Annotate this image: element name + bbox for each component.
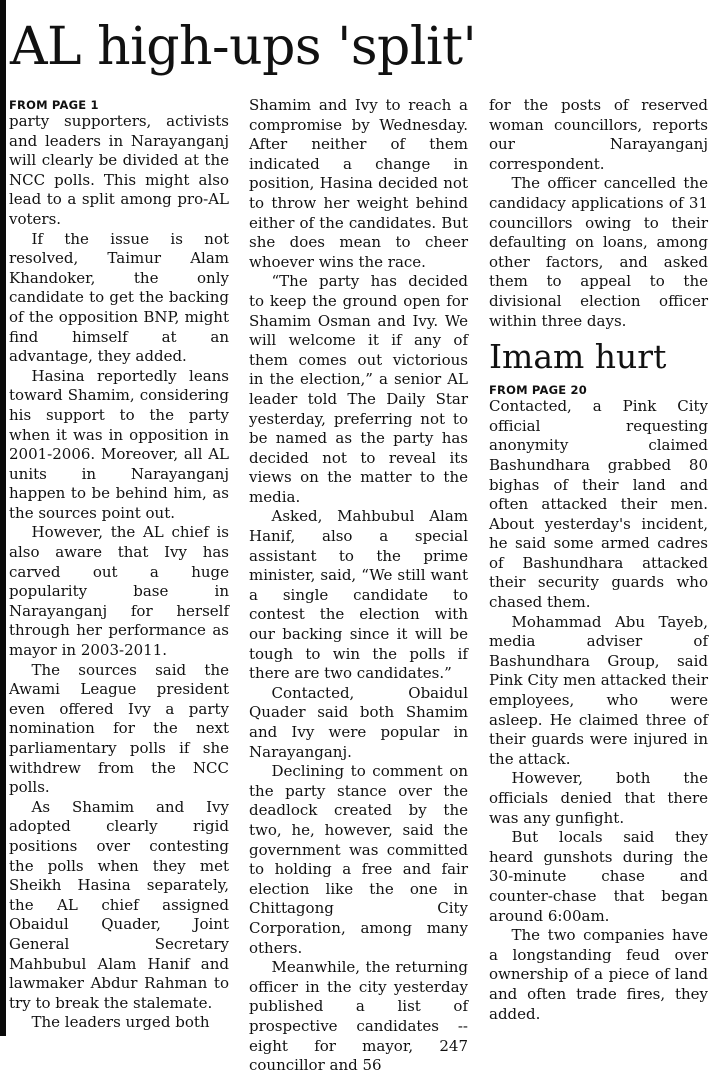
paragraph: But locals said they heard gunshots during the 30-minute chase and counter-chase that began around 6:00am.: [489, 828, 708, 925]
paragraph: The sources said the Awami League president even offered Ivy a party nomination for the next parliamentary polls if she withdrew from the NCC polls.: [9, 660, 229, 797]
paragraph: Contacted, Obaidul Quader said both Shamim and Ivy were popular in Narayanganj.: [249, 683, 468, 761]
paragraph: The officer cancelled the candidacy applications of 31 councillors owing to their defaulting on loans, among other factors, and asked them to appeal to the divisional election officer within three days.: [489, 174, 708, 330]
paragraph: However, the AL chief is also aware that Ivy has carved out a huge popularity base in Narayanganj for herself through her performance as mayor in 2003-2011.: [9, 523, 229, 660]
paragraph: However, both the officials denied that there was any gunfight.: [489, 769, 708, 827]
paragraph: Contacted, a Pink City official requesting anonymity claimed Bashundhara grabbed 80 bighas of their land and often attacked their men. About yesterday's incident, he said some armed cadres of Bashundhara attacked their security guards who chased them.: [489, 397, 708, 612]
paragraph: The two companies have a longstanding feud over ownership of a piece of land and often trade fires, they added.: [489, 926, 708, 1023]
kicker-from-page-20: FROM PAGE 20: [489, 383, 587, 398]
kicker-from-page-1: FROM PAGE 1: [9, 98, 99, 112]
article-column-2: [249, 96, 468, 1076]
paragraph: party supporters, activists and leaders in Narayanganj will clearly be divided at the NCC polls. This might also lead to a split among pro-AL voters.: [9, 112, 229, 228]
paragraph: If the issue is not resolved, Taimur Alam Khandoker, the only candidate to get the backing of the opposition BNP, might find himself at an advantage, they added.: [9, 229, 229, 366]
story2-headline: Imam hurt: [489, 337, 667, 377]
paragraph: The leaders urged both: [31, 1013, 210, 1032]
paragraph: Meanwhile, the returning officer in the city yesterday published a list of prospective candidates -- eight for mayor, 247 councillor and 56: [249, 958, 468, 1075]
paragraph: Declining to comment on the party stance over the deadlock created by the two, he, however, said the government was committed to holding a free and fair election like the one in Chittagong City Corporation, among many others.: [249, 762, 468, 957]
paragraph: Shamim and Ivy to reach a compromise by Wednesday. After neither of them indicated a change in position, Hasina decided not to throw her weight behind either of the candidates. But she does mean to cheer whoever wins the race.: [249, 96, 468, 271]
page-edge-bar: [0, 0, 6, 1036]
headline: AL high-ups 'split': [10, 17, 477, 77]
paragraph: Asked, Mahbubul Alam Hanif, also a special assistant to the prime minister, said, “We still want a single candidate to contest the election with our backing since it will be tough to win the polls if there are two candidates.”: [249, 507, 468, 683]
paragraph: for the posts of reserved woman councillors, reports our Narayanganj correspondent.: [489, 96, 708, 173]
article-column-1: [9, 98, 229, 1033]
paragraph: Mohammad Abu Tayeb, media adviser of Bashundhara Group, said Pink City men attacked their employees, who were asleep. He claimed three of their guards were injured in the attack.: [489, 612, 708, 768]
paragraph: “The party has decided to keep the ground open for Shamim Osman and Ivy. We will welcome it if any of them comes out victorious in the election,” a senior AL leader told The Daily Star yesterday, preferring not to be named as the party has decided not to reveal its views on the matter to the media.: [249, 272, 468, 506]
paragraph: Hasina reportedly leans toward Shamim, considering his support to the party when it was in opposition in 2001-2006. Moreover, all AL units in Narayanganj happen to be behind him, as the sources point out.: [9, 366, 229, 522]
paragraph: As Shamim and Ivy adopted clearly rigid positions over contesting the polls when they met Sheikh Hasina separately, the AL chief assigned Obaidul Quader, Joint General Secretary Mahbubul Alam Hanif and lawmaker Abdur Rahman to try to break the stalemate.: [9, 797, 229, 1012]
article-column-3: [489, 96, 708, 1024]
